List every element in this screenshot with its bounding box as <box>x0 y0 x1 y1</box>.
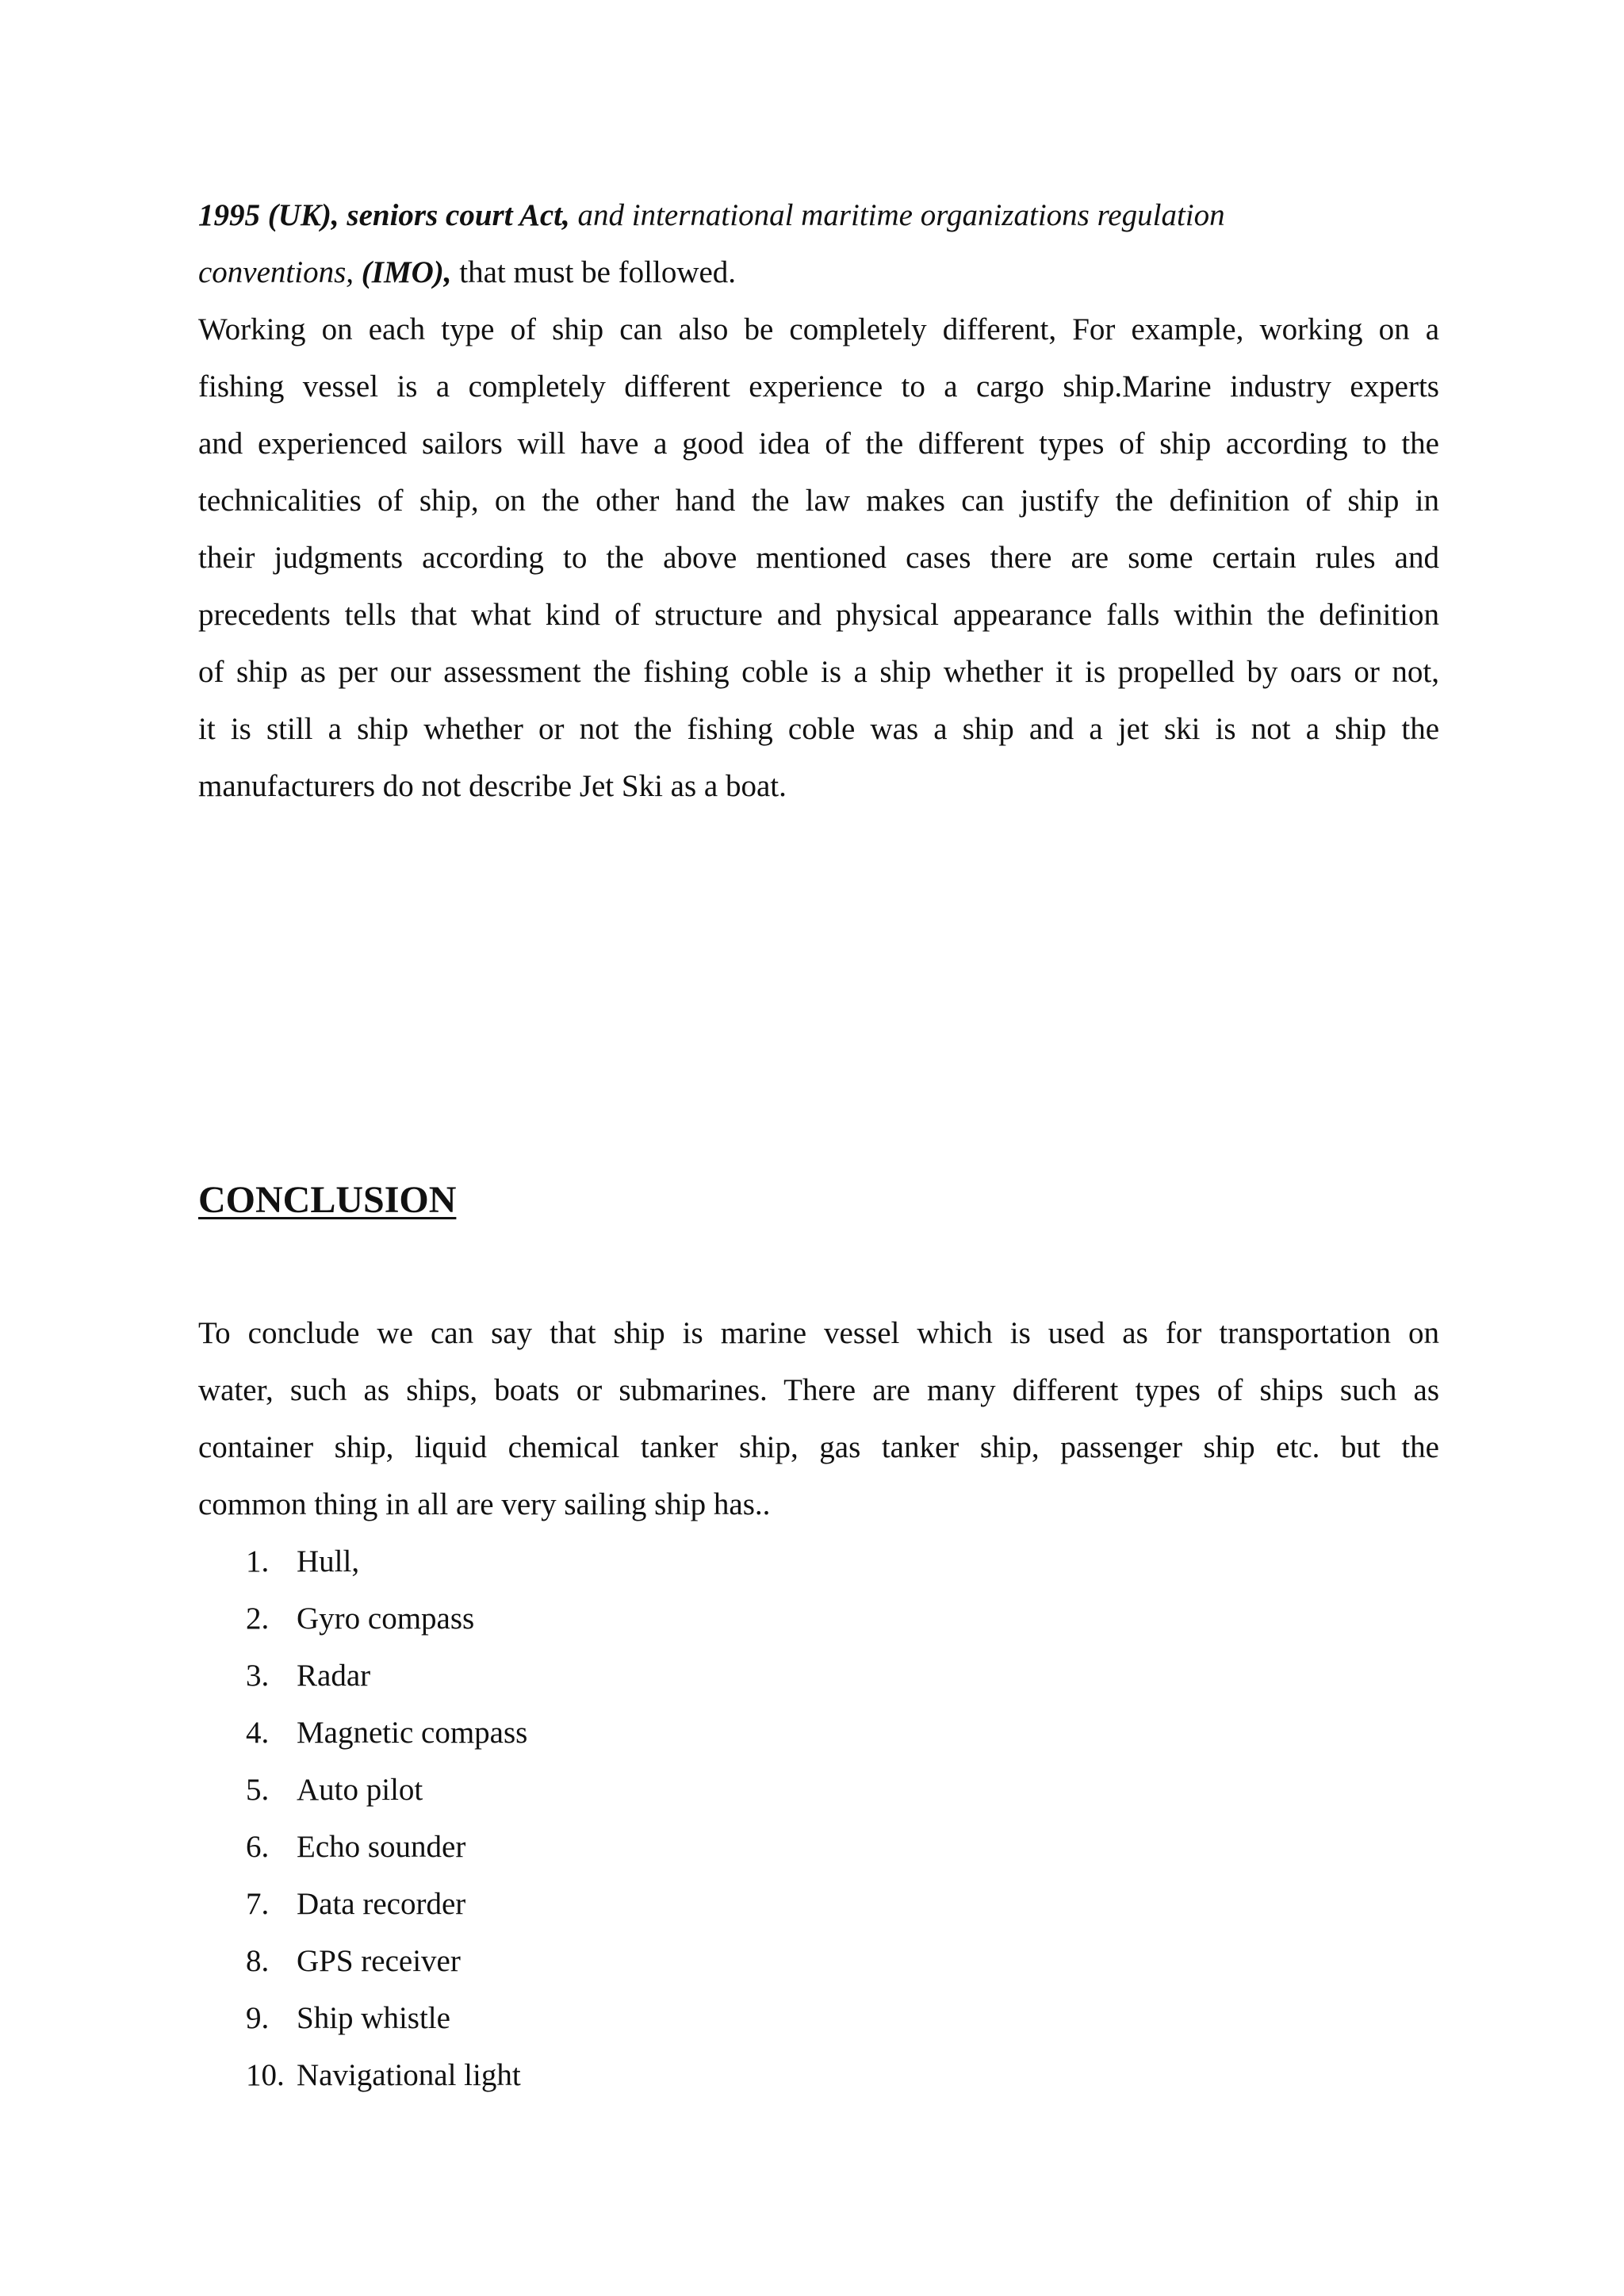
list-item-label: Auto pilot <box>297 1773 423 1807</box>
conclusion-text-line: container ship, liquid chemical tanker ship, gas tanker ship, passenger ship etc. but the <box>198 1430 1439 1464</box>
list-item <box>246 1647 527 1705</box>
list-item-label: Radar <box>297 1659 371 1693</box>
intro-imo-reference: (IMO), <box>354 255 452 289</box>
intro-italic-text: and international maritime organizations regulation <box>569 198 1225 232</box>
list-item-number: 6. <box>246 1830 270 1864</box>
list-item <box>246 1819 527 1876</box>
conclusion-paragraph <box>198 1305 1439 1533</box>
intro-text-line: technicalities of ship, on the other hand the law makes can justify the definition of ship in <box>198 484 1439 518</box>
list-item-label: Echo sounder <box>297 1830 466 1864</box>
list-item <box>246 1933 527 1990</box>
conclusion-text-line: water, such as ships, boats or submarines. There are many different types of ships such as <box>198 1373 1439 1407</box>
list-item-label: Gyro compass <box>297 1601 475 1636</box>
list-item <box>246 1990 527 2047</box>
intro-text-line: and experienced sailors will have a good idea of the different types of ship according to the <box>198 427 1439 461</box>
list-item <box>246 1762 527 1819</box>
list-item-number: 4. <box>246 1716 270 1750</box>
list-item-label: Navigational light <box>297 2058 521 2092</box>
intro-text-line: their judgments according to the above mentioned cases there are some certain rules and <box>198 541 1439 575</box>
list-item-number: 8. <box>246 1944 270 1978</box>
list-item-number: 1. <box>246 1544 270 1578</box>
list-item <box>246 1705 527 1762</box>
ship-equipment-list <box>246 1533 527 2104</box>
list-item <box>246 1533 527 1590</box>
conclusion-heading: CONCLUSION <box>198 1179 457 1221</box>
conclusion-text-line: common thing in all are very sailing ship has.. <box>198 1487 771 1521</box>
list-item-number: 2. <box>246 1601 270 1636</box>
intro-paragraph <box>198 187 1439 815</box>
conclusion-text-line: To conclude we can say that ship is marine vessel which is used as for transportation on <box>198 1316 1439 1350</box>
list-item <box>246 1876 527 1933</box>
list-item-label: GPS receiver <box>297 1944 461 1978</box>
list-item-number: 9. <box>246 2001 270 2035</box>
list-item-label: Data recorder <box>297 1887 466 1921</box>
list-item-number: 10. <box>246 2058 285 2092</box>
list-item-label: Hull, <box>297 1544 360 1578</box>
intro-text-line: it is still a ship whether or not the fishing coble was a ship and a jet ski is not a ship the <box>198 712 1439 746</box>
list-item-number: 7. <box>246 1887 270 1921</box>
intro-text-line: manufacturers do not describe Jet Ski as a boat. <box>198 769 787 803</box>
intro-text-line: Working on each type of ship can also be completely different, For example, working on a <box>198 312 1439 346</box>
list-item-number: 5. <box>246 1773 270 1807</box>
intro-conventions-text: conventions, <box>198 255 354 289</box>
intro-text-line: precedents tells that what kind of structure and physical appearance falls within the definition <box>198 598 1439 632</box>
list-item <box>246 2047 527 2104</box>
intro-legal-reference: 1995 (UK), seniors court Act, <box>198 198 570 232</box>
intro-text-line: of ship as per our assessment the fishing coble is a ship whether it is propelled by oars or not, <box>198 655 1439 689</box>
intro-line-1 <box>198 187 1439 244</box>
intro-line-2 <box>198 244 1439 301</box>
list-item <box>246 1590 527 1647</box>
list-item-number: 3. <box>246 1659 270 1693</box>
list-item-label: Magnetic compass <box>297 1716 528 1750</box>
list-item-label: Ship whistle <box>297 2001 450 2035</box>
intro-followed-text: that must be followed. <box>451 255 737 289</box>
intro-text-line: fishing vessel is a completely different experience to a cargo ship.Marine industry experts <box>198 369 1439 404</box>
